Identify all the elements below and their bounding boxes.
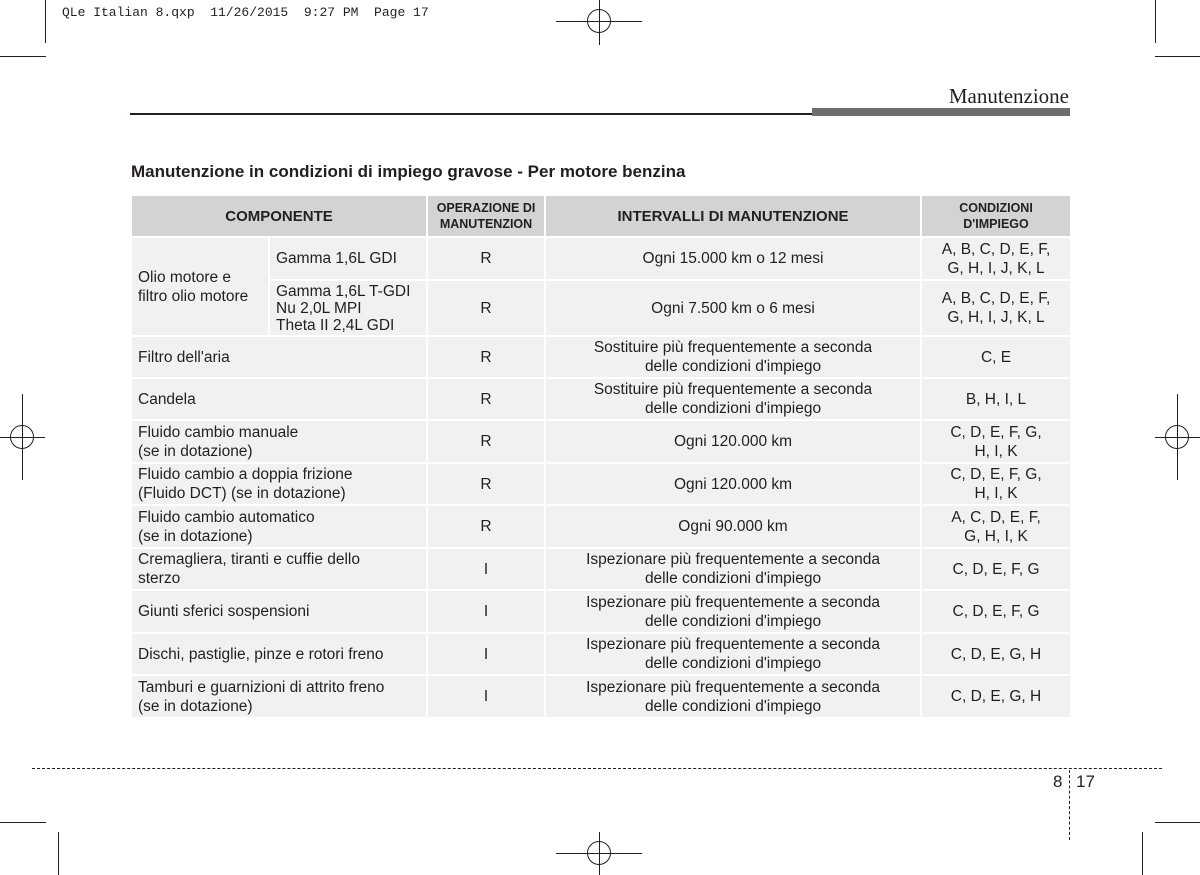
cell-component: Giunti sferici sospensioni	[131, 590, 427, 633]
cell-component: Fluido cambio automatico (se in dotazione)	[131, 505, 427, 548]
header-conditions: CONDIZIONI D'IMPIEGO	[921, 195, 1071, 237]
cell-component: Tamburi e guarnizioni di attrito freno (se in dotazione)	[131, 675, 427, 718]
cell-interval: Ispezionare più frequentemente a seconda delle condizioni d'impiego	[545, 675, 921, 718]
cell-component: Fluido cambio manuale (se in dotazione)	[131, 420, 427, 463]
print-header: QLe Italian 8.qxp 11/26/2015 9:27 PM Page 17	[62, 5, 429, 20]
crop-mark-bottom-right-h	[1155, 822, 1200, 823]
cell-component: Cremagliera, tiranti e cuffie dello sterzo	[131, 548, 427, 590]
cell-component: Candela	[131, 378, 427, 420]
cell-component: Filtro dell'aria	[131, 336, 427, 378]
crop-mark-top-right-v	[1155, 0, 1156, 43]
cell-interval: Ogni 120.000 km	[545, 420, 921, 463]
header-interval: INTERVALLI DI MANUTENZIONE	[545, 195, 921, 237]
chapter-number: 8	[1053, 772, 1063, 791]
header-operation: OPERAZIONE DI MANUTENZION	[427, 195, 545, 237]
cell-conditions: A, B, C, D, E, F, G, H, I, J, K, L	[921, 237, 1071, 280]
cell-interval: Sostituire più frequentemente a seconda delle condizioni d'impiego	[545, 378, 921, 420]
cell-interval: Ispezionare più frequentemente a seconda delle condizioni d'impiego	[545, 633, 921, 675]
cell-conditions: B, H, I, L	[921, 378, 1071, 420]
cell-operation: I	[427, 548, 545, 590]
cell-operation: R	[427, 463, 545, 505]
page-number-separator	[1069, 770, 1070, 840]
cell-conditions: C, D, E, G, H	[921, 675, 1071, 718]
header-rule	[130, 113, 813, 115]
page-number: 17	[1076, 772, 1095, 791]
crop-mark-top-left-h	[0, 56, 46, 57]
cell-conditions: A, B, C, D, E, F, G, H, I, J, K, L	[921, 280, 1071, 336]
table-header-row	[131, 195, 1071, 237]
table-row	[131, 280, 1071, 336]
cell-conditions: C, E	[921, 336, 1071, 378]
cell-interval: Ogni 120.000 km	[545, 463, 921, 505]
table-row	[131, 463, 1071, 505]
maintenance-table	[130, 194, 1072, 719]
crop-mark-top-left-v	[45, 0, 46, 43]
table-row	[131, 633, 1071, 675]
footer-rule	[32, 768, 1162, 769]
cell-conditions: C, D, E, F, G, H, I, K	[921, 463, 1071, 505]
cell-operation: I	[427, 590, 545, 633]
table-row	[131, 336, 1071, 378]
cell-operation: R	[427, 505, 545, 548]
cell-engine: Gamma 1,6L T-GDI Nu 2,0L MPI Theta II 2,4L GDI	[269, 280, 427, 336]
section-title: Manutenzione	[948, 84, 1069, 108]
cell-operation: R	[427, 237, 545, 280]
cell-interval: Ispezionare più frequentemente a seconda delle condizioni d'impiego	[545, 548, 921, 590]
table-row	[131, 420, 1071, 463]
cell-component: Olio motore e filtro olio motore	[131, 237, 269, 336]
table-row	[131, 590, 1071, 633]
crop-mark-bottom-left-v	[58, 832, 59, 875]
cell-engine: Gamma 1,6L GDI	[269, 237, 427, 280]
cell-interval: Ogni 7.500 km o 6 mesi	[545, 280, 921, 336]
table-row	[131, 237, 1071, 280]
doc-title: Manutenzione in condizioni di impiego gravose - Per motore benzina	[131, 162, 686, 181]
cell-conditions: A, C, D, E, F, G, H, I, K	[921, 505, 1071, 548]
cell-operation: R	[427, 378, 545, 420]
table-row	[131, 505, 1071, 548]
cell-operation: I	[427, 675, 545, 718]
cell-interval: Ispezionare più frequentemente a seconda delle condizioni d'impiego	[545, 590, 921, 633]
cell-component: Fluido cambio a doppia frizione (Fluido DCT) (se in dotazione)	[131, 463, 427, 505]
crop-mark-bottom-right-v	[1142, 832, 1143, 875]
crop-mark-bottom-left-h	[0, 822, 46, 823]
cell-operation: R	[427, 336, 545, 378]
header-rule-accent	[812, 108, 1070, 116]
cell-conditions: C, D, E, G, H	[921, 633, 1071, 675]
cell-operation: I	[427, 633, 545, 675]
cell-interval: Sostituire più frequentemente a seconda delle condizioni d'impiego	[545, 336, 921, 378]
table-row	[131, 675, 1071, 718]
cell-conditions: C, D, E, F, G	[921, 548, 1071, 590]
cell-operation: R	[427, 280, 545, 336]
cell-conditions: C, D, E, F, G	[921, 590, 1071, 633]
cell-component: Dischi, pastiglie, pinze e rotori freno	[131, 633, 427, 675]
cell-interval: Ogni 15.000 km o 12 mesi	[545, 237, 921, 280]
cell-operation: R	[427, 420, 545, 463]
cell-conditions: C, D, E, F, G, H, I, K	[921, 420, 1071, 463]
table-row	[131, 378, 1071, 420]
table-row	[131, 548, 1071, 590]
crop-mark-top-right-h	[1155, 56, 1200, 57]
cell-interval: Ogni 90.000 km	[545, 505, 921, 548]
header-component: COMPONENTE	[131, 195, 427, 237]
